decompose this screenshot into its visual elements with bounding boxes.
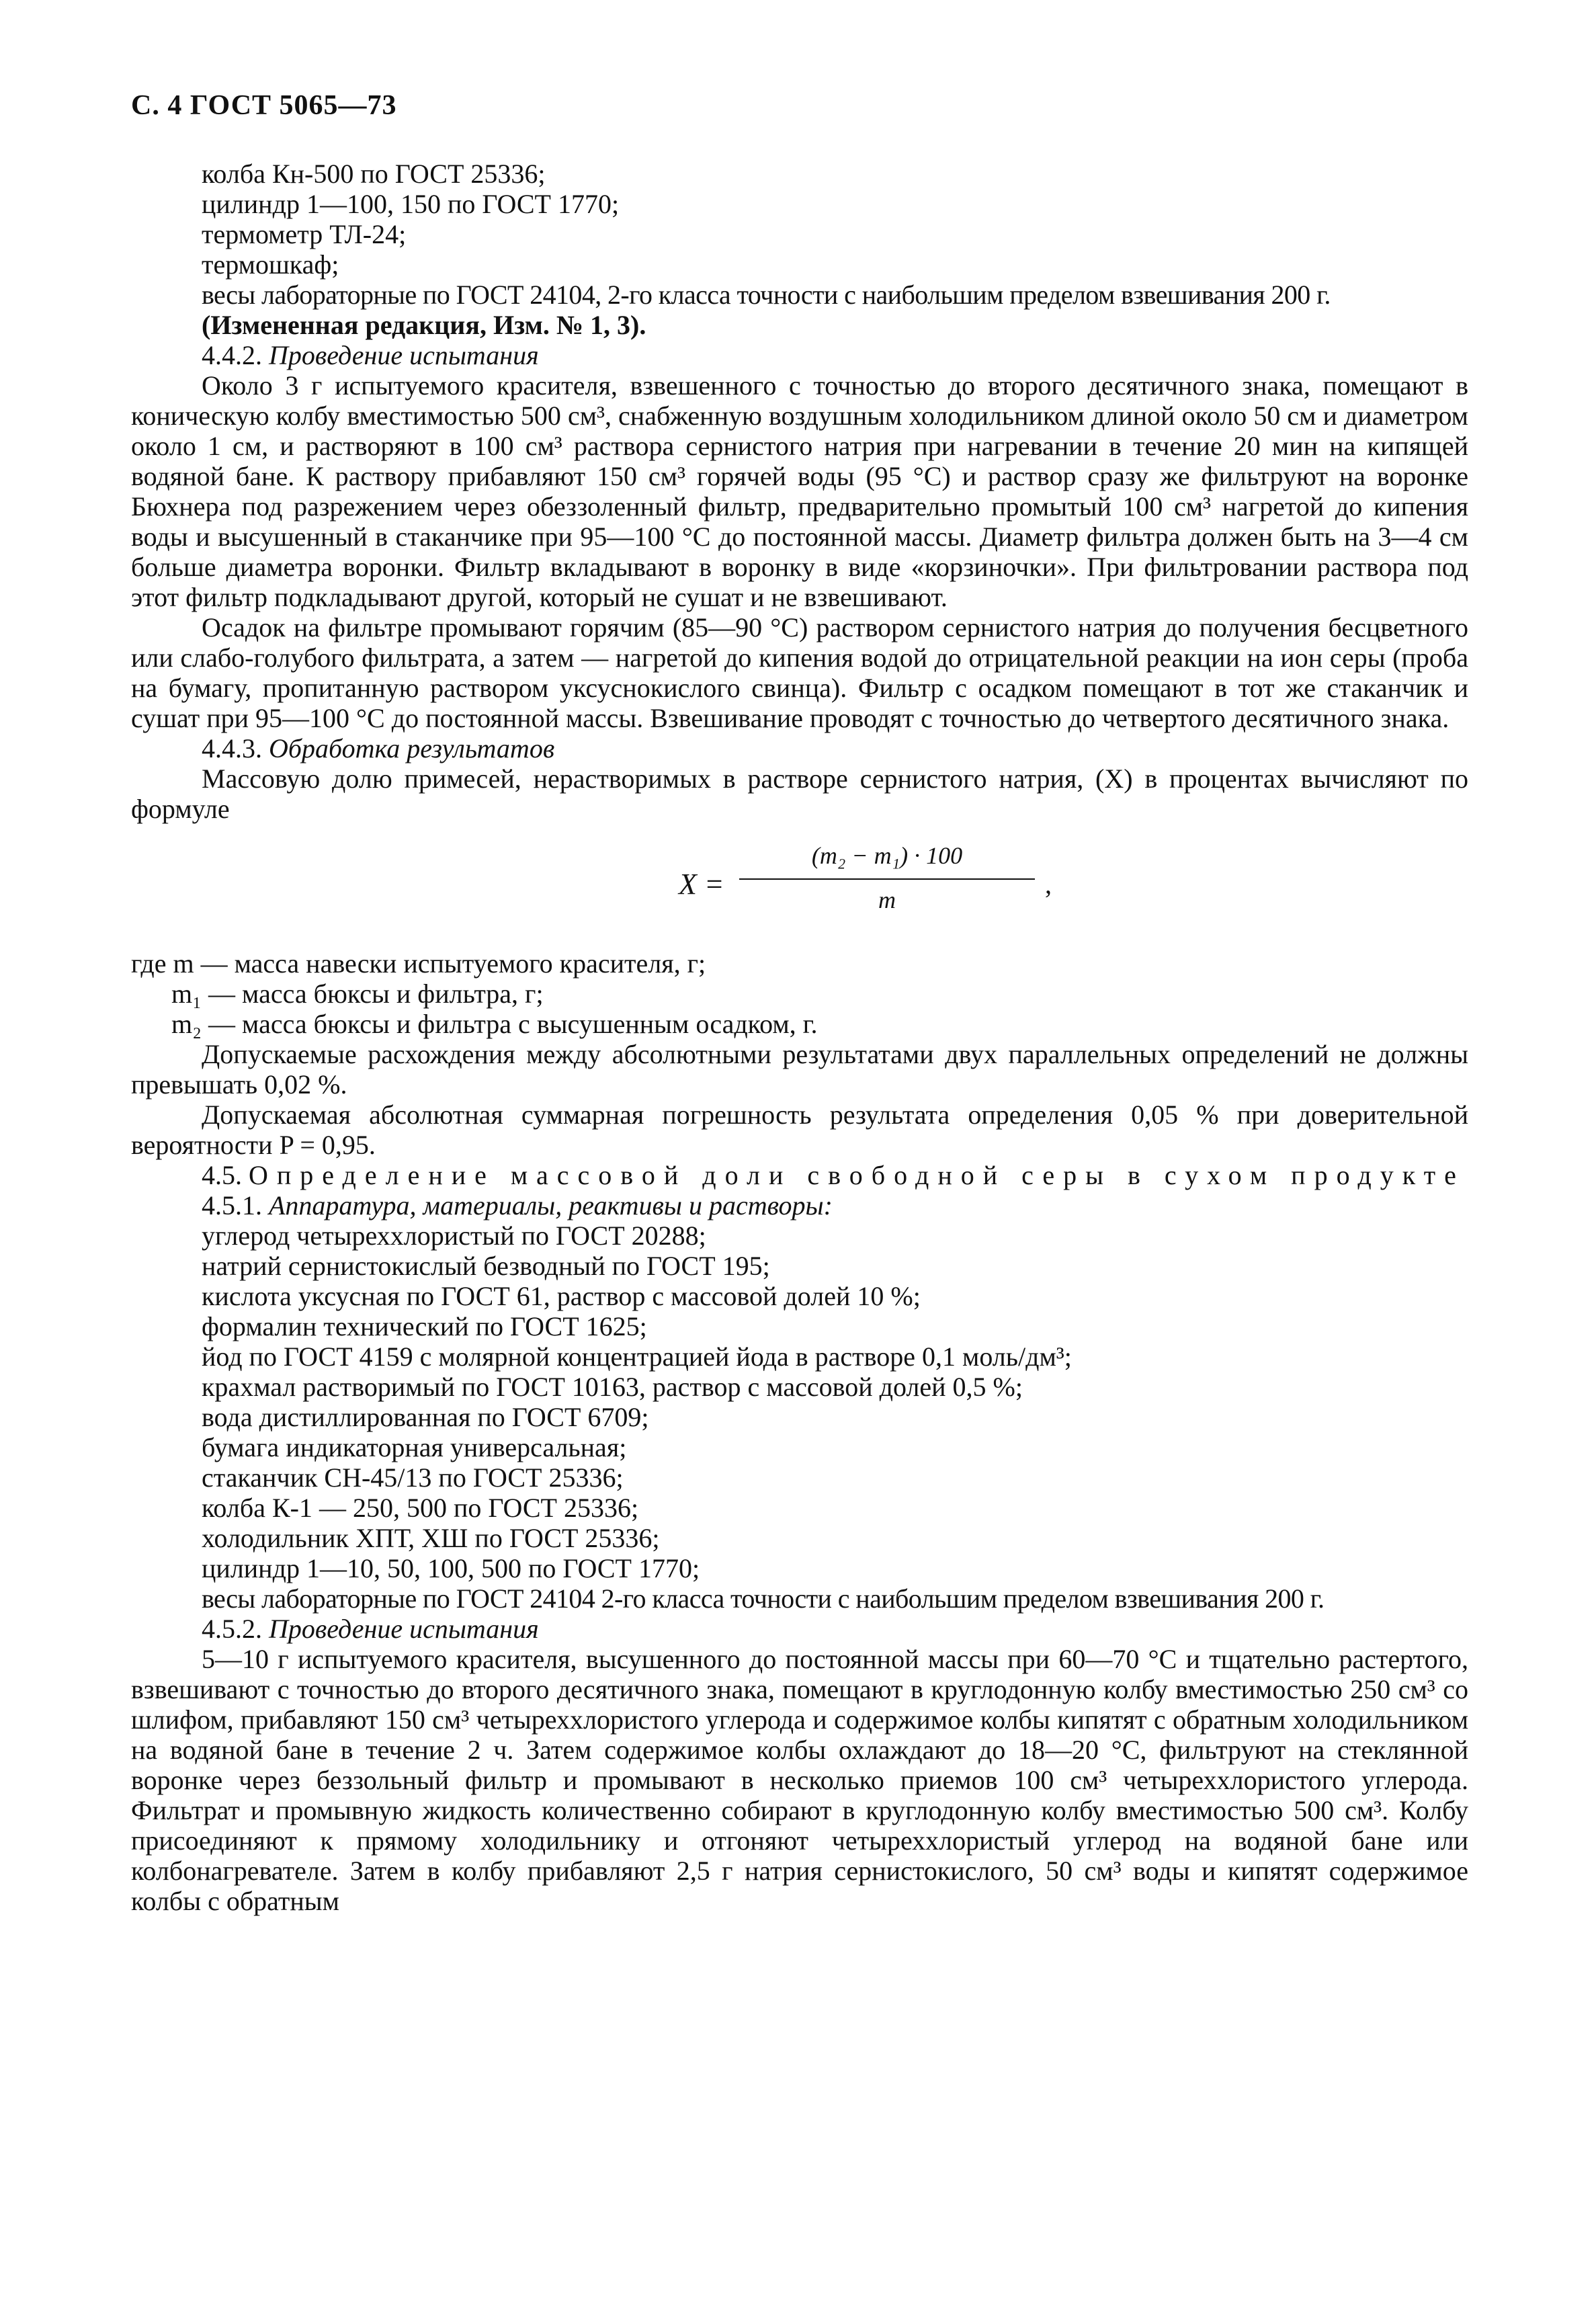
document-body <box>131 159 1468 1916</box>
formula-numerator: (m₂ − m₁) · 100 <box>811 842 963 869</box>
list-item: вода дистиллированная по ГОСТ 6709; <box>202 1402 649 1432</box>
paragraph: Около 3 г испытуемого красителя, взвешенного с точностью до второго десятичного знака, помещают в коническую колбу вместимостью 500 см³, снабженную воздушным холодильником длиной около 50 см и диаметром около 1 см, и растворяют в 100 см³ раствора сернистого натрия при нагревании в течение 20 мин на кипящей водяной бане. К раствору прибавляют 150 см³ горячей воды (95 °С) и раствор сразу же фильтруют на воронке Бюхнера под разрежением через обеззоленный фильтр, предварительно промытый 100 см³ нагретой до кипения воды и высушенный в стаканчике при 95—100 °С до постоянной массы. Диаметр фильтра должен быть на 3—4 см больше диаметра воронки. Фильтр вкладывают в воронку в виде «корзиночки». При фильтровании раствора под этот фильтр подкладывают другой, который не сушат и не взвешивают. <box>131 370 1468 612</box>
list-item: весы лабораторные по ГОСТ 24104 2-го класса точности с наибольшим пределом взвешивания 200 г. <box>202 1583 1325 1614</box>
list-item: кислота уксусная по ГОСТ 61, раствор с массовой долей 10 %; <box>202 1281 921 1311</box>
list-item: термометр ТЛ-24; <box>202 219 407 249</box>
where-item: m₁ — масса бюксы и фильтра, г; <box>171 979 544 1009</box>
equipment-list-441 <box>131 159 1468 370</box>
section-title: Аппаратура, материалы, реактивы и растворы: <box>269 1190 833 1220</box>
paragraph: Допускаемая абсолютная суммарная погрешность результата определения 0,05 % при доверительной вероятности P = 0,95. <box>131 1100 1468 1160</box>
section-title: Проведение испытания <box>269 1614 539 1644</box>
formula-denominator: m <box>878 886 896 913</box>
section-heading-442 <box>202 340 1468 370</box>
list-item: йод по ГОСТ 4159 с молярной концентрацией йода в растворе 0,1 моль/дм³; <box>202 1341 1072 1372</box>
list-item: углерод четыреххлористый по ГОСТ 20288; <box>202 1220 706 1251</box>
edition-note: (Измененная редакция, Изм. № 1, 3). <box>202 310 646 340</box>
section-number: 4.5. <box>202 1160 242 1190</box>
list-item: бумага индикаторная универсальная; <box>202 1432 627 1462</box>
list-item: весы лабораторные по ГОСТ 24104, 2-го класса точности с наибольшим пределом взвешивания 200 г. <box>202 280 1331 310</box>
list-item: холодильник ХПТ, ХШ по ГОСТ 25336; <box>202 1523 660 1553</box>
section-heading-45 <box>131 1160 1468 1190</box>
list-item: колба Кн-500 по ГОСТ 25336; <box>202 159 546 189</box>
list-item: цилиндр 1—100, 150 по ГОСТ 1770; <box>202 189 620 219</box>
paragraph: Осадок на фильтре промывают горячим (85—90 °С) раствором сернистого натрия до получения бесцветного или слабо-голубого фильтрата, а затем — нагретой до кипения водой до отрицательной реакции на ион серы (проба на бумагу, пропитанную раствором уксуснокислого свинца). Фильтр с осадком помещают в тот же стаканчик и сушат при 95—100 °С до постоянной массы. Взвешивание проводят с точностью до четвертого десятичного знака. <box>131 612 1468 733</box>
formula-lhs: X = <box>679 868 724 901</box>
paragraph: 5—10 г испытуемого красителя, высушенного до постоянной массы при 60—70 °С и тщательно растертого, взвешивают с точностью до второго десятичного знака, помещают в круглодонную колбу вместимостью 250 см³ со шлифом, прибавляют 150 см³ четыреххлористого углерода и содержимое колбы кипятят с обратным холодильником на водяной бане в течение 2 ч. Затем содержимое колбы охлаждают до 18—20 °С, фильтруют на стеклянной воронке через беззольный фильтр и промывают в несколько приемов 100 см³ четыреххлористого углерода. Фильтрат и промывную жидкость количественно собирают в круглодонную колбу вместимостью 500 см³. Колбу присоединяют к прямому холодильнику и отгоняют четыреххлористый углерод на водяной бане или колбонагревателе. Затем в колбу прибавляют 2,5 г натрия сернистокислого, 50 см³ воды и кипятят содержимое колбы с обратным <box>131 1644 1468 1916</box>
formula-trail: , <box>1045 869 1052 899</box>
paragraph: Допускаемые расхождения между абсолютными результатами двух параллельных определений не должны превышать 0,02 %. <box>131 1039 1468 1100</box>
section-title: Проведение испытания <box>269 340 539 370</box>
list-item: колба К-1 — 250, 500 по ГОСТ 25336; <box>202 1493 639 1523</box>
section-number: 4.4.3. <box>202 733 262 763</box>
formula <box>131 841 1468 935</box>
section-number: 4.4.2. <box>202 340 262 370</box>
list-item: цилиндр 1—10, 50, 100, 500 по ГОСТ 1770; <box>202 1553 700 1583</box>
paragraph: Массовую долю примесей, нерастворимых в растворе сернистого натрия, (X) в процентах вычисляют по формуле <box>131 763 1468 824</box>
list-item: крахмал растворимый по ГОСТ 10163, раствор с массовой долей 0,5 %; <box>202 1372 1023 1402</box>
section-heading-452 <box>202 1614 1468 1644</box>
reagents-list-451 <box>131 1220 1468 1644</box>
where-item: m₂ — масса бюксы и фильтра с высушенным осадком, г. <box>171 1009 818 1039</box>
where-list <box>131 948 1468 1039</box>
page-header: С. 4 ГОСТ 5065—73 <box>131 90 397 121</box>
fraction-bar <box>739 878 1035 880</box>
section-title: Определение массовой доли свободной серы в сухом продукте <box>249 1160 1465 1190</box>
list-item: формалин технический по ГОСТ 1625; <box>202 1311 647 1341</box>
list-item: натрий сернистокислый безводный по ГОСТ 195; <box>202 1251 770 1281</box>
where-item: где m — масса навески испытуемого красителя, г; <box>131 948 706 979</box>
section-number: 4.5.2. <box>202 1614 262 1644</box>
section-heading-443 <box>131 733 1468 763</box>
section-title: Обработка результатов <box>269 733 555 763</box>
section-heading-451 <box>131 1190 1468 1220</box>
list-item: стаканчик СН-45/13 по ГОСТ 25336; <box>202 1462 624 1493</box>
section-number: 4.5.1. <box>202 1190 262 1220</box>
list-item: термошкаф; <box>202 249 339 280</box>
